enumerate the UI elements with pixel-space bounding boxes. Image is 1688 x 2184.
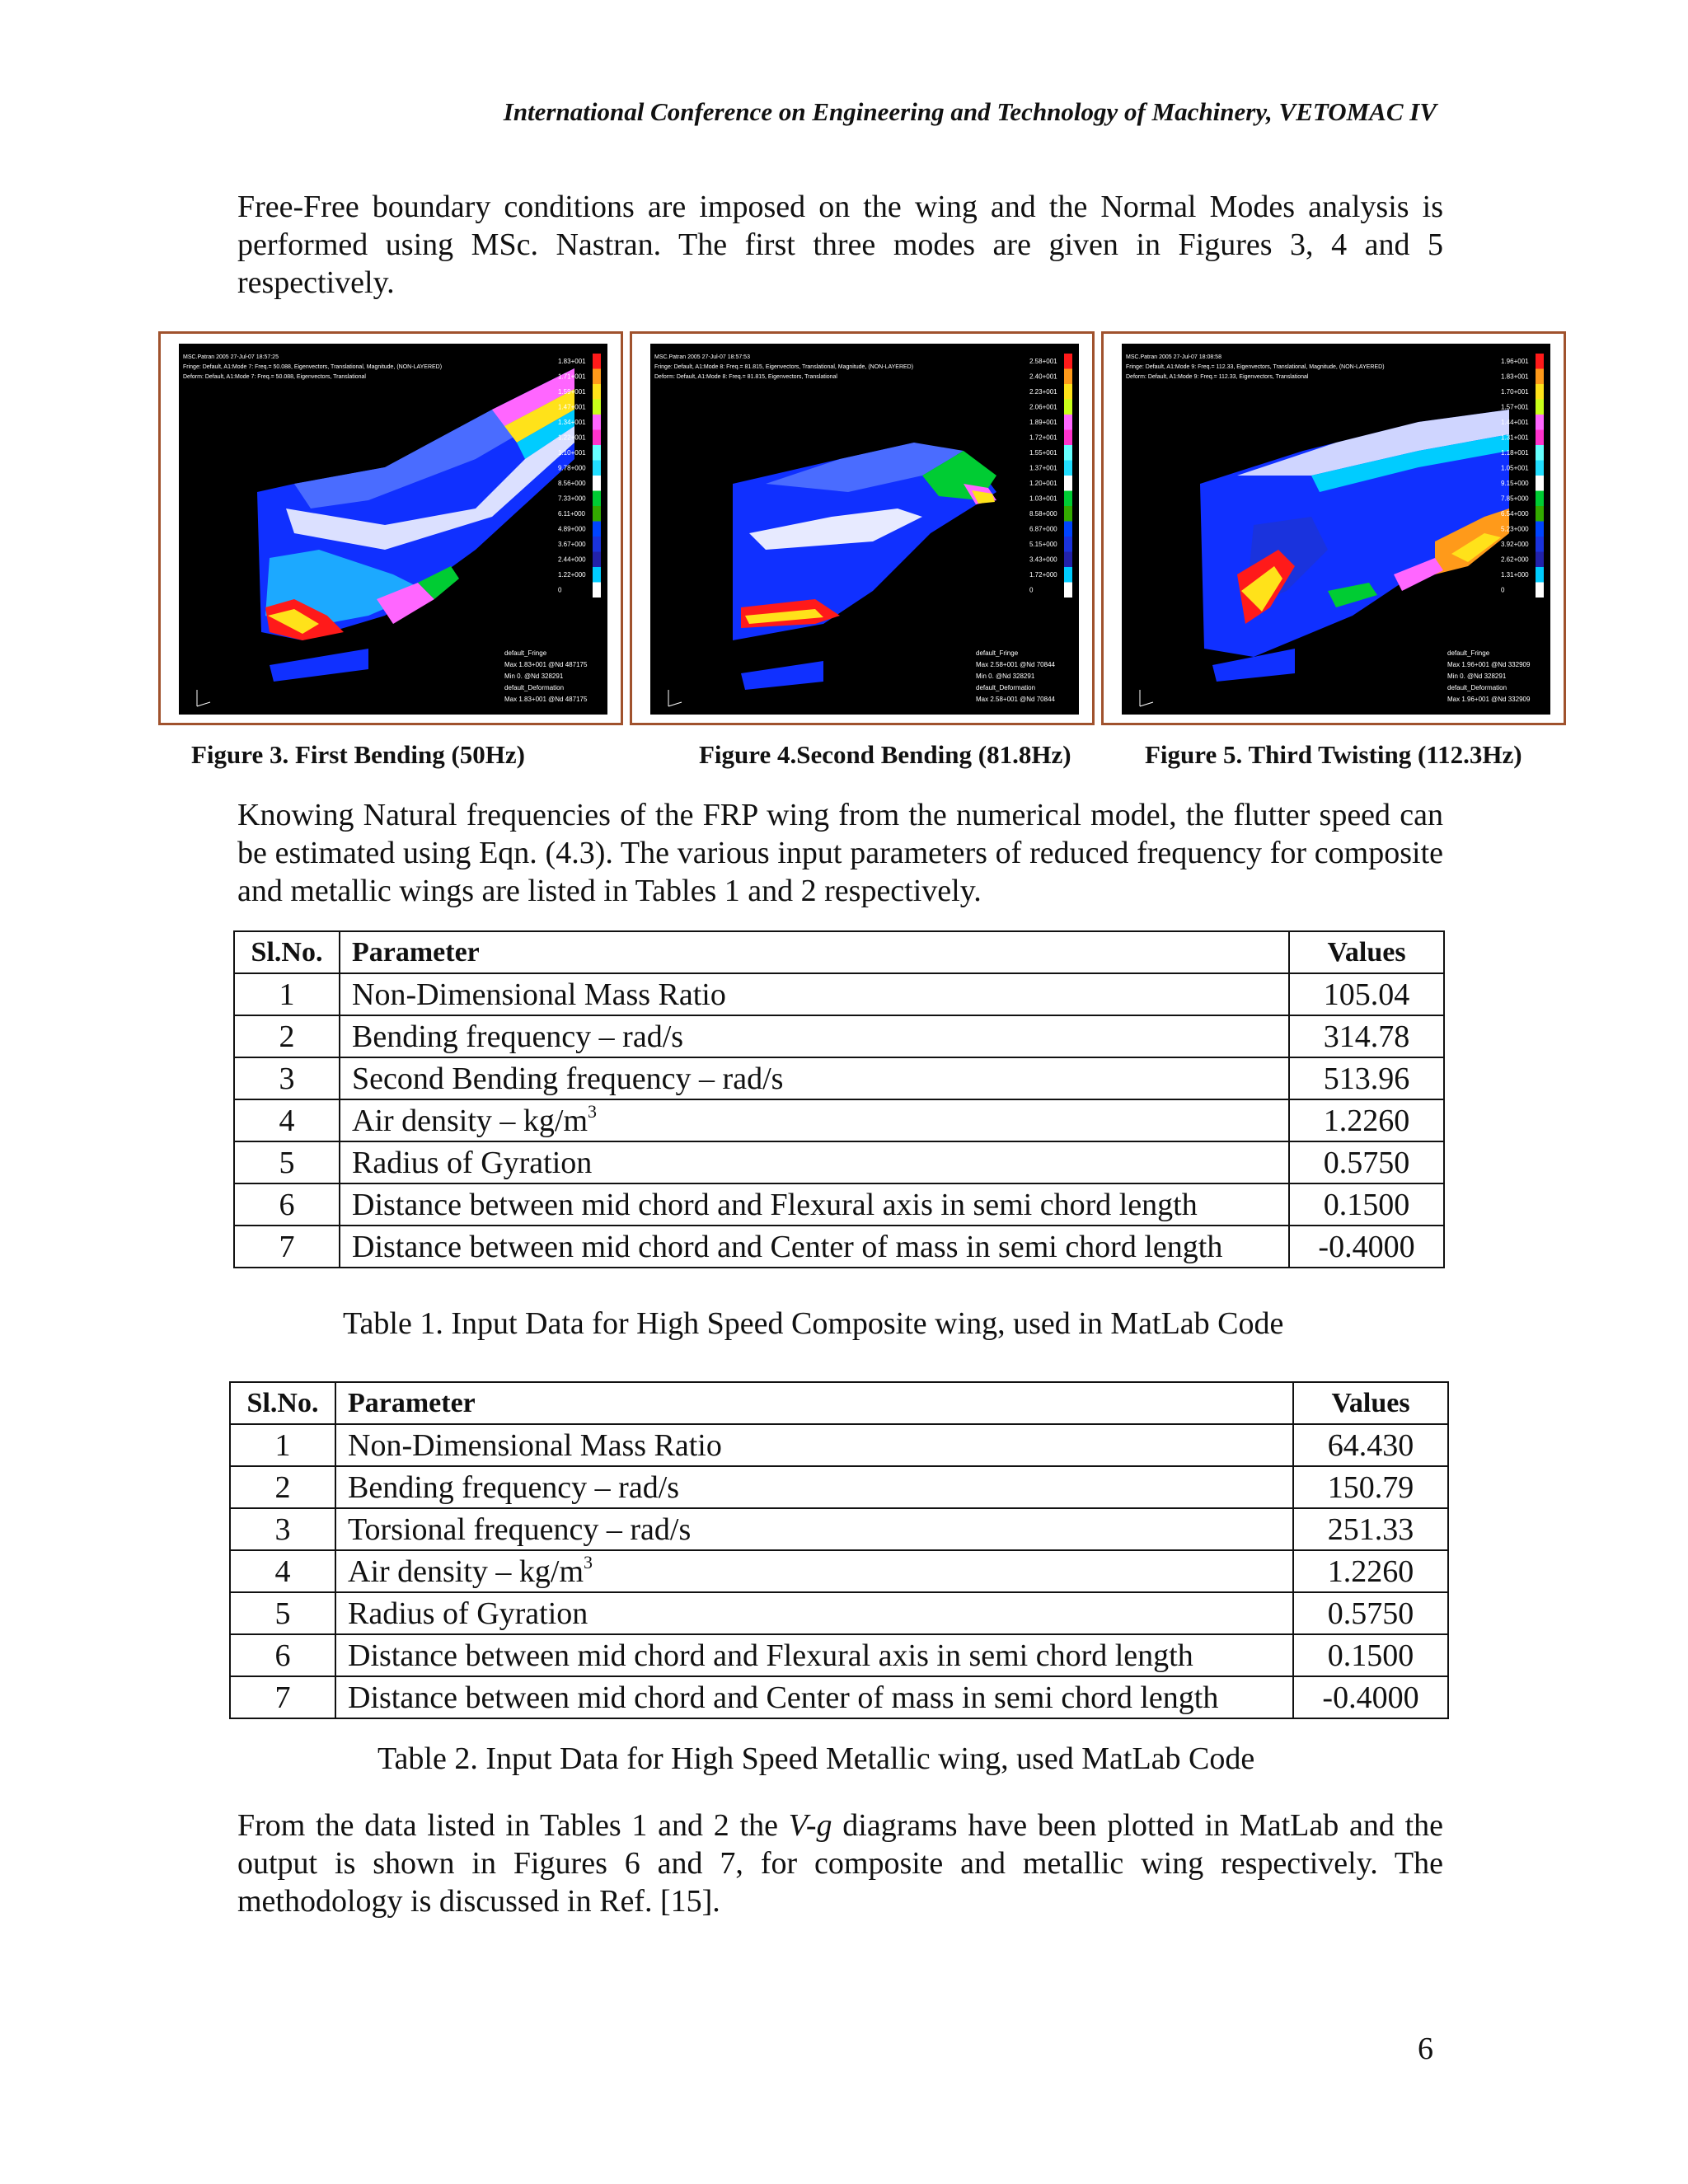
body-paragraph-3 (237, 1807, 1443, 1920)
legend-swatch (593, 522, 601, 537)
table-row (230, 1550, 1448, 1592)
legend-label: 1.47+001 (558, 403, 586, 411)
legend-swatch (1064, 415, 1072, 430)
legend-label: 1.71+001 (558, 373, 586, 381)
cell-value: 0.5750 (1289, 1141, 1444, 1183)
cell-value: -0.4000 (1293, 1676, 1448, 1718)
cell-value: 0.5750 (1293, 1592, 1448, 1634)
header-values: Values (1293, 1382, 1448, 1424)
legend-swatch (1536, 522, 1544, 537)
cell-slno: 3 (234, 1057, 340, 1099)
legend-swatch (1536, 430, 1544, 446)
legend-label: 1.59+001 (558, 388, 586, 396)
figure-footer-text: default_Deformation (976, 684, 1036, 691)
legend-swatch (593, 369, 601, 385)
cell-parameter: Torsional frequency – rad/s (335, 1508, 1293, 1550)
figure-5-image (1122, 344, 1550, 715)
table-row (230, 1676, 1448, 1718)
fig-info-2: Fringe: Default, A1:Mode 8: Freq.= 81.815, Eigenvectors, Translational, Magnitude, (NON-LAYERED) (654, 364, 914, 370)
table-header-row (230, 1382, 1448, 1424)
legend-swatch (593, 461, 601, 476)
cell-value: 0.1500 (1289, 1183, 1444, 1226)
legend-label: 1.31+001 (1501, 434, 1529, 442)
legend-swatch (593, 552, 601, 568)
body-paragraph-2: Knowing Natural frequencies of the FRP wing from the numerical model, the flutter speed can be estimated using Eqn. (4.3). The various input parameters of reduced frequency for composite and metallic wings are listed in Tables 1 and 2 respectively. (237, 798, 1443, 908)
header-values: Values (1289, 931, 1444, 973)
cell-value: 314.78 (1289, 1015, 1444, 1057)
legend-label: 7.33+000 (558, 494, 586, 503)
legend-label: 2.58+001 (1029, 358, 1057, 365)
legend-label: 6.11+000 (558, 510, 585, 518)
cell-slno: 7 (234, 1226, 340, 1268)
cell-value: 251.33 (1293, 1508, 1448, 1550)
figure-footer-text: default_Fringe (504, 649, 547, 657)
fig-info-1: MSC.Patran 2005 27-Jul-07 18:57:53 (654, 354, 750, 360)
table-row (230, 1634, 1448, 1676)
cell-slno: 5 (234, 1141, 340, 1183)
legend-swatch (593, 567, 601, 583)
fig-info-3: Deform: Default, A1:Mode 9: Freq.= 112.33, Eigenvectors, Translational (1126, 374, 1309, 380)
vg-italic: V-g (788, 1808, 832, 1843)
table-row (234, 1183, 1444, 1226)
legend-swatch (593, 491, 601, 507)
legend-swatch (1064, 430, 1072, 446)
legend-swatch (593, 384, 601, 400)
page-number: 6 (1418, 2032, 1433, 2066)
figure-footer-text: default_Fringe (1447, 649, 1490, 657)
legend-swatch (593, 506, 601, 522)
fig-info-3: Deform: Default, A1:Mode 8: Freq.= 81.815, Eigenvectors, Translational (654, 374, 837, 380)
cell-value: 1.2260 (1293, 1550, 1448, 1592)
legend-label: 3.92+000 (1501, 541, 1529, 548)
legend-swatch (1064, 354, 1072, 369)
legend-swatch (593, 430, 601, 446)
superscript: 3 (588, 1100, 598, 1122)
table-2 (229, 1381, 1449, 1719)
cell-parameter: Second Bending frequency – rad/s (340, 1057, 1289, 1099)
legend-label: 1.96+001 (1501, 358, 1529, 365)
legend-label: 3.67+000 (558, 541, 586, 548)
table-row (230, 1592, 1448, 1634)
cell-slno: 5 (230, 1592, 335, 1634)
legend-swatch (593, 537, 601, 552)
fig-info-2: Fringe: Default, A1:Mode 9: Freq.= 112.33, Eigenvectors, Translational, Magnitude, (NON-LAYERED) (1126, 364, 1385, 370)
legend-label: 1.83+001 (558, 358, 586, 365)
cell-slno: 1 (230, 1424, 335, 1466)
legend-label: 1.72+001 (1029, 434, 1057, 442)
header-slno: Sl.No. (230, 1382, 335, 1424)
legend-swatch (593, 476, 601, 491)
fig-info-1: MSC.Patran 2005 27-Jul-07 18:57:25 (183, 354, 279, 360)
legend-swatch (1064, 522, 1072, 537)
legend-label: 1.57+001 (1501, 403, 1529, 411)
legend-swatch (1536, 461, 1544, 476)
header-parameter: Parameter (340, 931, 1289, 973)
figure-footer-text: Max 1.83+001 @Nd 487175 (504, 696, 588, 703)
legend-label: 1.89+001 (1029, 419, 1057, 426)
table-row (234, 1015, 1444, 1057)
figure-5-panel (1101, 331, 1566, 725)
cell-slno: 7 (230, 1676, 335, 1718)
cell-parameter: Non-Dimensional Mass Ratio (335, 1424, 1293, 1466)
cell-value: -0.4000 (1289, 1226, 1444, 1268)
table-row (230, 1508, 1448, 1550)
legend-swatch (1536, 552, 1544, 568)
figure-4-image (650, 344, 1079, 715)
figure-footer-text: default_Fringe (976, 649, 1019, 657)
legend-label: 0 (558, 586, 562, 594)
legend-swatch (1536, 537, 1544, 552)
legend-swatch (1536, 491, 1544, 507)
figure-3-image (179, 344, 607, 715)
legend-label: 1.70+001 (1501, 388, 1529, 396)
table-row (234, 973, 1444, 1015)
table-1-caption: Table 1. Input Data for High Speed Composite wing, used in MatLab Code (343, 1306, 1284, 1341)
legend-label: 5.23+000 (1501, 525, 1529, 533)
parameter-text: Air density – kg/m (348, 1554, 584, 1589)
legend-swatch (1064, 445, 1072, 461)
legend-swatch (1064, 461, 1072, 476)
superscript: 3 (584, 1551, 593, 1572)
cell-parameter: Bending frequency – rad/s (335, 1466, 1293, 1508)
cell-parameter (335, 1550, 1293, 1592)
cell-parameter: Radius of Gyration (335, 1592, 1293, 1634)
cell-parameter: Non-Dimensional Mass Ratio (340, 973, 1289, 1015)
legend-label: 2.40+001 (1029, 373, 1057, 381)
legend-label: 1.44+001 (1501, 419, 1529, 426)
paragraph-text-before: From the data listed in Tables 1 and 2 the (237, 1808, 789, 1843)
legend-label: 1.34+001 (558, 419, 586, 426)
legend-label: 0 (1029, 586, 1034, 594)
legend-label: 1.72+000 (1029, 571, 1057, 579)
figure-footer-text: Min 0. @Nd 328291 (504, 673, 564, 680)
legend-swatch (1536, 583, 1544, 598)
legend-label: 4.89+000 (558, 525, 586, 533)
cell-parameter: Distance between mid chord and Flexural axis in semi chord length (335, 1634, 1293, 1676)
legend-label: 1.05+001 (1501, 464, 1529, 472)
paragraph-text-after: diagrams have been plotted in MatLab and the output is shown in Figures 6 and 7, for composite and metallic wing respectively. The methodology is discussed in Ref. [15]. (237, 1808, 1444, 1919)
legend-swatch (1536, 476, 1544, 491)
table-2-caption: Table 2. Input Data for High Speed Metallic wing, used MatLab Code (377, 1741, 1255, 1776)
figure-footer-text: Max 1.96+001 @Nd 332909 (1447, 696, 1531, 703)
legend-swatch (1064, 491, 1072, 507)
cell-parameter: Distance between mid chord and Center of mass in semi chord length (335, 1676, 1293, 1718)
cell-value: 1.2260 (1289, 1099, 1444, 1141)
parameter-text: Air density – kg/m (352, 1103, 588, 1138)
cell-parameter: Distance between mid chord and Flexural axis in semi chord length (340, 1183, 1289, 1226)
legend-label: 5.15+000 (1029, 541, 1057, 548)
legend-swatch (1536, 384, 1544, 400)
cell-value: 0.1500 (1293, 1634, 1448, 1676)
legend-label: 1.22+000 (558, 571, 586, 579)
legend-swatch (1536, 567, 1544, 583)
legend-swatch (1536, 445, 1544, 461)
legend-label: 6.54+000 (1501, 510, 1529, 518)
fig-info-2: Fringe: Default, A1:Mode 7: Freq.= 50.088, Eigenvectors, Translational, Magnitude, (NON-LAYERED) (183, 364, 443, 370)
figure-footer-text: Max 2.58+001 @Nd 70844 (976, 696, 1055, 703)
intro-paragraph: Free-Free boundary conditions are imposed on the wing and the Normal Modes analysis is performed using MSc. Nastran. The first three modes are given in Figures 3, 4 and 5 respectively. (237, 190, 1443, 300)
legend-label: 1.37+001 (1029, 464, 1057, 472)
legend-swatch (1536, 400, 1544, 415)
running-header: International Conference on Engineering and Technology of Machinery, VETOMAC IV (503, 97, 1437, 126)
legend-swatch (1064, 537, 1072, 552)
cell-value: 513.96 (1289, 1057, 1444, 1099)
legend-swatch (1536, 415, 1544, 430)
legend-swatch (1064, 552, 1072, 568)
legend-label: 1.22+001 (558, 434, 586, 442)
figure-footer-text: Min 0. @Nd 328291 (976, 673, 1035, 680)
legend-label: 3.43+000 (1029, 555, 1057, 564)
figure-3-caption: Figure 3. First Bending (50Hz) (191, 740, 525, 769)
cell-slno: 2 (234, 1015, 340, 1057)
legend-swatch (1064, 583, 1072, 598)
cell-slno: 2 (230, 1466, 335, 1508)
legend-label: 2.06+001 (1029, 403, 1057, 411)
table-1 (233, 930, 1445, 1268)
legend-label: 0 (1501, 586, 1505, 594)
legend-label: 1.83+001 (1501, 373, 1529, 381)
cell-parameter: Bending frequency – rad/s (340, 1015, 1289, 1057)
cell-value: 64.430 (1293, 1424, 1448, 1466)
legend-label: 6.87+000 (1029, 525, 1057, 533)
figure-footer-text: Max 1.83+001 @Nd 487175 (504, 661, 588, 668)
fig-info-1: MSC.Patran 2005 27-Jul-07 18:08:58 (1126, 354, 1221, 360)
legend-label: 1.18+001 (1501, 449, 1529, 457)
legend-label: 1.55+001 (1029, 449, 1057, 457)
legend-label: 2.62+000 (1501, 555, 1529, 564)
table-row (234, 1141, 1444, 1183)
legend-swatch (1064, 506, 1072, 522)
legend-label: 9.15+000 (1501, 480, 1529, 487)
legend-label: 2.23+001 (1029, 388, 1057, 396)
figure-3-panel (158, 331, 623, 725)
legend-swatch (593, 400, 601, 415)
figure-5-caption: Figure 5. Third Twisting (112.3Hz) (1145, 740, 1522, 769)
cell-parameter (340, 1099, 1289, 1141)
cell-slno: 1 (234, 973, 340, 1015)
legend-swatch (593, 415, 601, 430)
cell-parameter: Distance between mid chord and Center of mass in semi chord length (340, 1226, 1289, 1268)
table-row (234, 1226, 1444, 1268)
legend-label: 7.85+000 (1501, 494, 1529, 503)
legend-label: 1.31+000 (1501, 571, 1529, 579)
cell-slno: 6 (234, 1183, 340, 1226)
figure-footer-text: default_Deformation (504, 684, 565, 691)
figure-footer-text: Max 2.58+001 @Nd 70844 (976, 661, 1055, 668)
legend-swatch (1536, 506, 1544, 522)
legend-swatch (593, 354, 601, 369)
legend-swatch (1064, 384, 1072, 400)
table-header-row (234, 931, 1444, 973)
cell-slno: 3 (230, 1508, 335, 1550)
cell-slno: 4 (230, 1550, 335, 1592)
fig-info-3: Deform: Default, A1:Mode 7: Freq.= 50.088, Eigenvectors, Translational (183, 374, 366, 380)
legend-label: 8.56+000 (558, 480, 586, 487)
header-parameter: Parameter (335, 1382, 1293, 1424)
cell-value: 105.04 (1289, 973, 1444, 1015)
figure-footer-text: Max 1.96+001 @Nd 332909 (1447, 661, 1531, 668)
figure-4-caption: Figure 4.Second Bending (81.8Hz) (699, 740, 1071, 769)
legend-swatch (593, 445, 601, 461)
header-slno: Sl.No. (234, 931, 340, 973)
figure-footer-text: default_Deformation (1447, 684, 1507, 691)
cell-slno: 6 (230, 1634, 335, 1676)
cell-value: 150.79 (1293, 1466, 1448, 1508)
table-row (230, 1466, 1448, 1508)
table-row (234, 1057, 1444, 1099)
cell-parameter: Radius of Gyration (340, 1141, 1289, 1183)
figure-4-panel (630, 331, 1095, 725)
figure-footer-text: Min 0. @Nd 328291 (1447, 673, 1507, 680)
legend-label: 2.44+000 (558, 555, 586, 564)
legend-label: 1.20+001 (1029, 480, 1057, 487)
legend-swatch (1064, 369, 1072, 385)
cell-slno: 4 (234, 1099, 340, 1141)
legend-swatch (1064, 567, 1072, 583)
legend-swatch (1064, 476, 1072, 491)
legend-label: 9.78+000 (558, 464, 586, 472)
legend-swatch (1536, 369, 1544, 385)
legend-swatch (1536, 354, 1544, 369)
table-row (234, 1099, 1444, 1141)
legend-label: 1.10+001 (558, 449, 586, 457)
legend-label: 1.03+001 (1029, 494, 1057, 503)
table-row (230, 1424, 1448, 1466)
legend-swatch (593, 583, 601, 598)
legend-label: 8.58+000 (1029, 510, 1057, 518)
legend-swatch (1064, 400, 1072, 415)
